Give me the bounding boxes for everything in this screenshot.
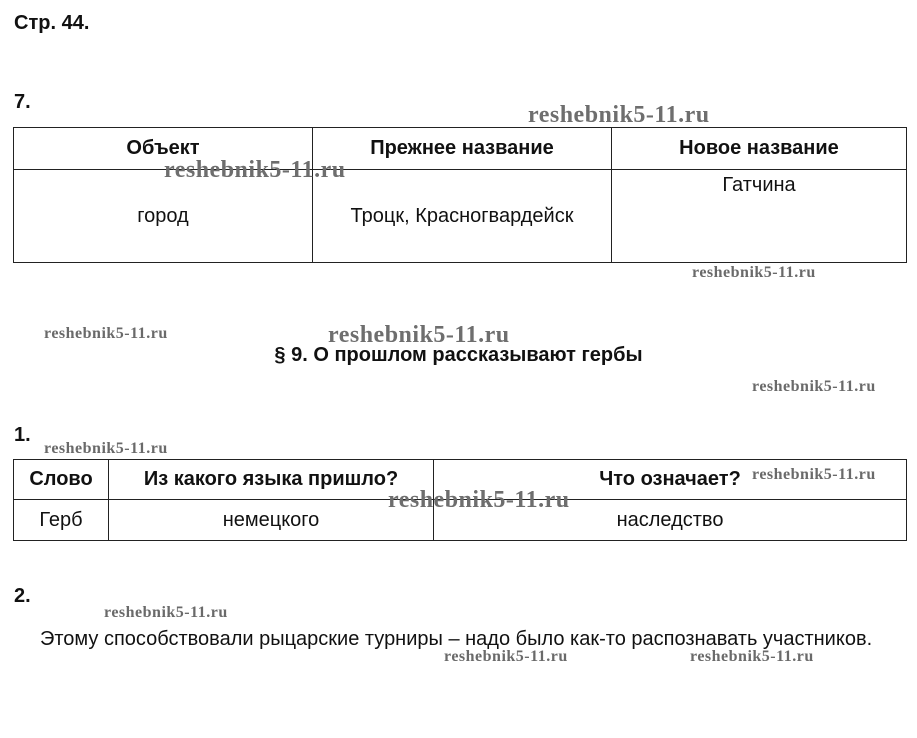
table-header-row [14,460,907,500]
watermark: reshebnik5-11.ru [328,322,510,348]
cell-meaning: наследство [434,500,907,541]
header-meaning: Что означает? [434,460,907,500]
cell-word: Герб [14,500,109,541]
page-number: Стр. 44. [14,12,90,34]
watermark: reshebnik5-11.ru [44,440,168,457]
header-old-name: Прежнее название [313,128,612,170]
watermark: reshebnik5-11.ru [752,466,876,483]
cell-language: немецкого [109,500,434,541]
watermark: reshebnik5-11.ru [388,487,570,513]
watermark: reshebnik5-11.ru [752,378,876,395]
cell-object: город [14,170,313,263]
watermark: reshebnik5-11.ru [690,648,814,665]
task-1-table [13,459,907,541]
watermark: reshebnik5-11.ru [104,604,228,621]
header-word: Слово [14,460,109,500]
cell-new-name: Гатчина [612,170,907,263]
table-row [14,500,907,541]
table-header-row [14,128,907,170]
section-title: § 9. О прошлом рассказывают гербы [274,344,643,366]
watermark: reshebnik5-11.ru [164,157,346,183]
watermark: reshebnik5-11.ru [44,325,168,342]
watermark: reshebnik5-11.ru [692,264,816,281]
task-7-number: 7. [14,91,31,113]
watermark: reshebnik5-11.ru [528,102,710,128]
header-object: Объект [14,128,313,170]
task-7-table [13,127,907,263]
header-language: Из какого языка пришло? [109,460,434,500]
watermark: reshebnik5-11.ru [444,648,568,665]
task-2-answer: Этому способствовали рыцарские турниры – надо было как-то распознавать участников. [40,628,873,650]
task-1-number: 1. [14,424,31,446]
header-new-name: Новое название [612,128,907,170]
cell-old-name: Троцк, Красногвардейск [313,170,612,263]
table-row [14,170,907,263]
task-2-number: 2. [14,585,31,607]
